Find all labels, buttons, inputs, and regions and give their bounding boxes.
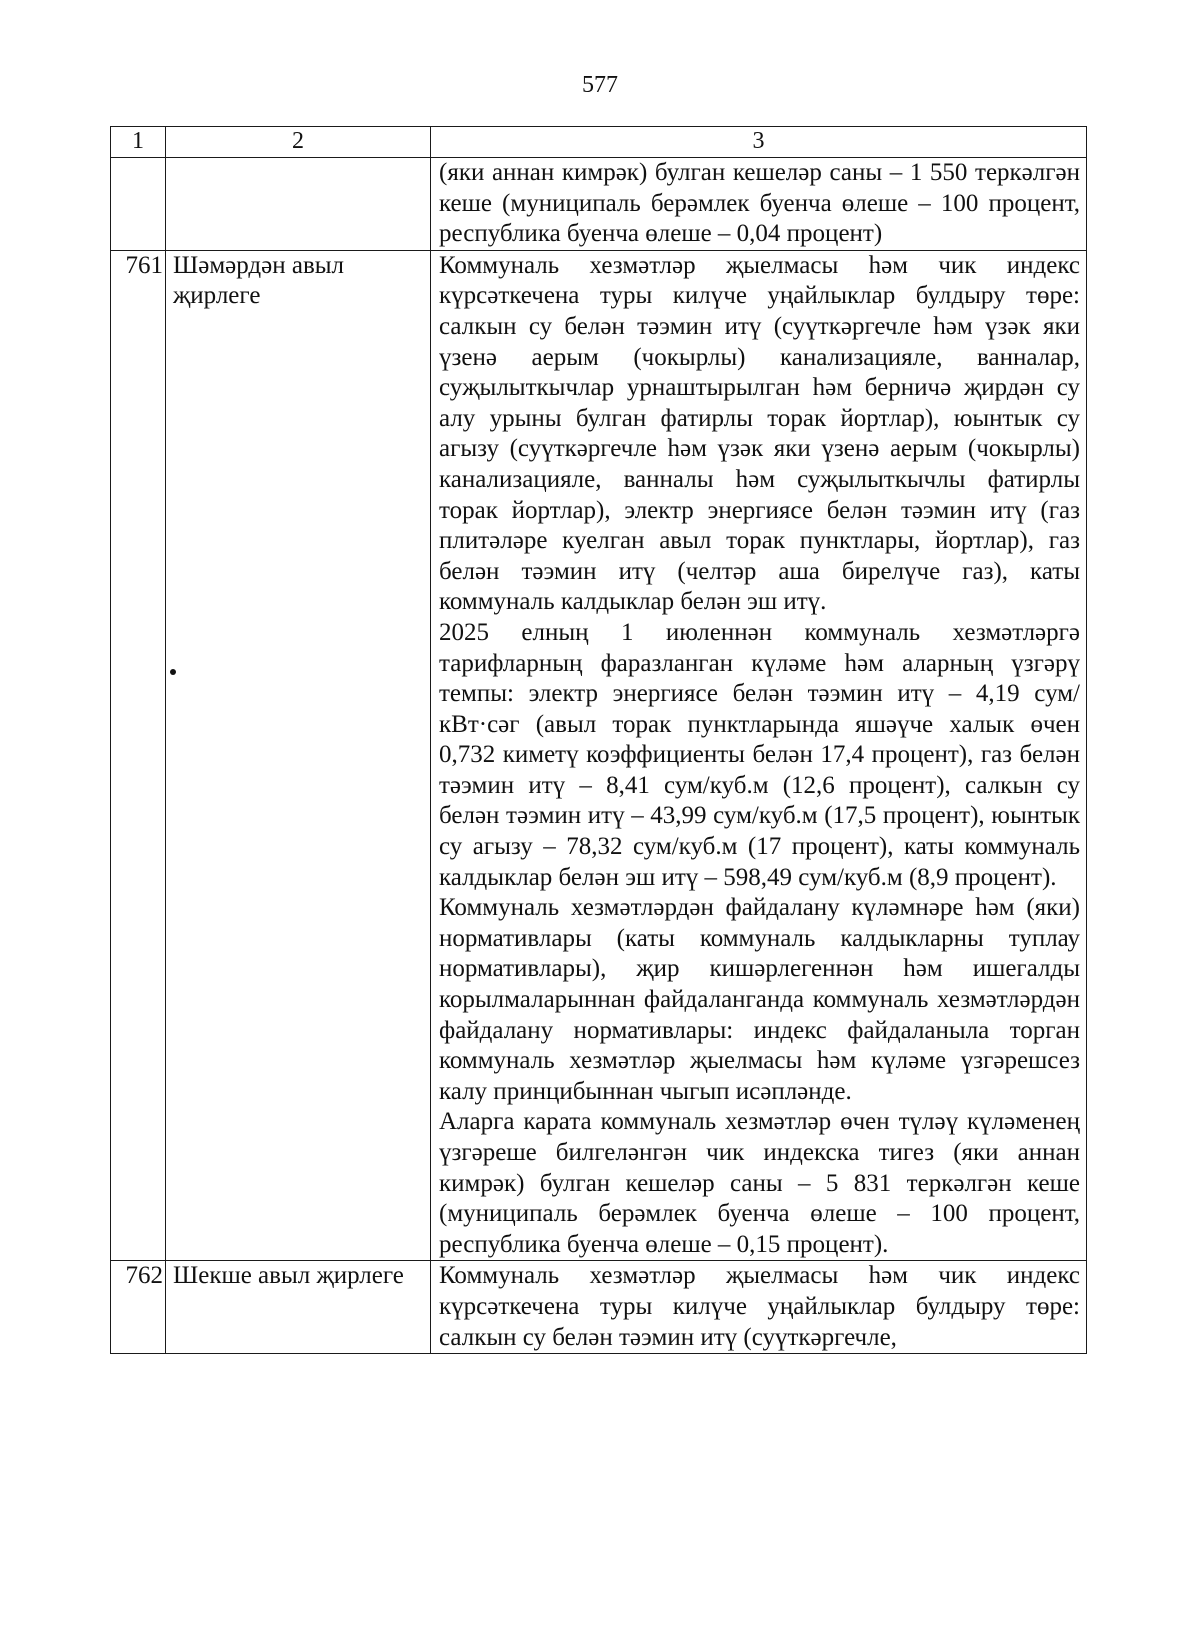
row-description bbox=[431, 1261, 1087, 1354]
table-header-row bbox=[111, 127, 1087, 158]
data-table bbox=[110, 126, 1087, 1354]
settlement-name: Шекше авыл җирлеге bbox=[166, 1261, 431, 1354]
header-col-1: 1 bbox=[111, 127, 166, 158]
settlement-cell bbox=[166, 250, 431, 1261]
description-paragraph: Коммуналь хезмәтләр җыелмасы һәм чик индекс күрсәткечена туры килүче уңайлыклар булдыру төре: салкын су белән тәэмин итү (суүткәргечле, bbox=[439, 1262, 1080, 1351]
row-description bbox=[431, 250, 1087, 1261]
table-row bbox=[111, 1261, 1087, 1354]
table-row bbox=[111, 250, 1087, 1261]
row-number bbox=[111, 158, 166, 251]
description-paragraph: Коммуналь хезмәтләр җыелмасы һәм чик индекс күрсәткечена туры килүче уңайлыклар булдыру төре: салкын су белән тәэмин итү (суүткәргечле һәм үзәк яки үзенә аерым (чокырлы) канализацияле, ванналар, суҗылыткычлар урнаштырылган һәм берничә җирдән су алу урыны булган фатирлы торак йортлар), юынтык су агызу (суүткәргечле һәм үзәк яки үзенә аерым (чокырлы) канализацияле, ванналы һәм суҗылыткычлы фатирлы торак йортлар), электр энергиясе белән тәэмин итү (газ плитәләре куелган авыл торак пунктлары, йортлар), газ белән тәэмин итү (челтәр аша бирелүче газ), каты коммуналь калдыклар белән эш итү. bbox=[439, 251, 1080, 616]
description-paragraph: Аларга карата коммуналь хезмәтләр өчен түләү күләменең үзгәреше билгеләнгән чик индекска тигез (яки аннан кимрәк) булган кешеләр саны – 5 831 теркәлгән кеше (муниципаль берәмлек буенча өлеше – 100 процент, республика буенча өлеше – 0,15 процент). bbox=[439, 1108, 1080, 1258]
description-paragraph: Коммуналь хезмәтләрдән файдалану күләмнәре һәм (яки) нормативлары (каты коммуналь калдыкларны туплау нормативлары), җир кишәрлегеннән һәм ишегалды корылмаларыннан файдаланганда коммуналь хезмәтләрдән файдалану нормативлары: индекс файдаланыла торган коммуналь хезмәтләр җыелмасы һәм күләме үзгәрешсез калу принцибыннан чыгып исәпләнде. bbox=[439, 894, 1080, 1105]
bullet-mark bbox=[170, 669, 176, 675]
row-number: 762 bbox=[111, 1261, 166, 1354]
header-col-2: 2 bbox=[166, 127, 431, 158]
row-description bbox=[431, 158, 1087, 251]
row-number: 761 bbox=[111, 250, 166, 1261]
page-number: 577 bbox=[582, 72, 618, 98]
header-col-3: 3 bbox=[431, 127, 1087, 158]
settlement-name bbox=[166, 158, 431, 251]
table-row bbox=[111, 158, 1087, 251]
description-paragraph: 2025 елның 1 июленнән коммуналь хезмәтләргә тарифларның фаразланган күләме һәм аларның үзгәрү темпы: электр энергиясе белән тәэмин итү – 4,19 сум/кВт·сәг (авыл торак пунктларында яшәүче халык өчен 0,732 киметү коэффициенты белән 17,4 процент), газ белән тәэмин итү – 8,41 сум/куб.м (12,6 процент), салкын су белән тәэмин итү – 43,99 сум/куб.м (17,5 процент), юынтык су агызу – 78,32 сум/куб.м (17 процент), каты коммуналь калдыклар белән эш итү – 598,49 сум/куб.м (8,9 процент). bbox=[439, 618, 1080, 891]
description-paragraph: (яки аннан кимрәк) булган кешеләр саны – 1 550 теркәлгән кеше (муниципаль берәмлек буенча өлеше – 100 процент, республика буенча өлеше – 0,04 процент) bbox=[439, 159, 1080, 248]
settlement-name: Шәмәрдән авыл җирлеге bbox=[173, 251, 345, 310]
